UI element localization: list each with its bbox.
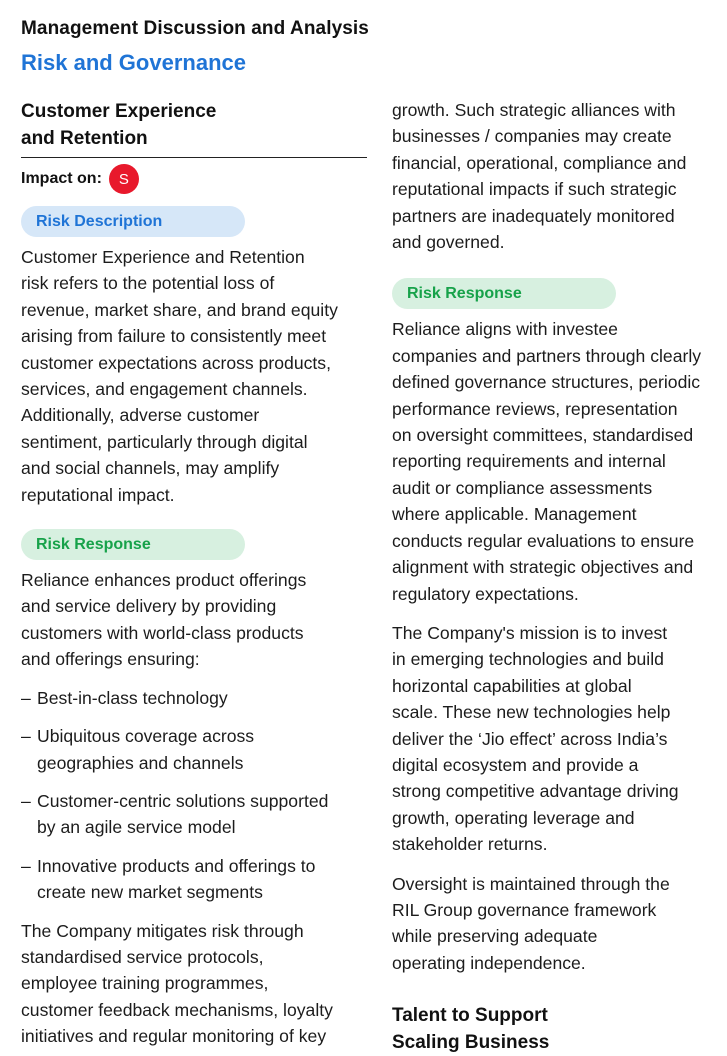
next-section-title <box>392 1002 727 1056</box>
list-item <box>21 788 367 841</box>
oversight-paragraph <box>392 871 727 977</box>
text-line: companies and partners through clearly <box>392 345 702 366</box>
text-line: and social channels, may amplify <box>21 458 280 479</box>
text-line: Best-in-class technology <box>37 687 228 708</box>
text-line: reporting requirements and internal <box>392 451 666 472</box>
text-line: operating independence. <box>392 952 586 973</box>
impact-badge: S <box>109 164 139 194</box>
list-item <box>21 853 367 906</box>
text-line: Additionally, adverse customer <box>21 405 260 426</box>
text-line: customers with world-class products <box>21 622 304 643</box>
bullet-dash: – <box>21 726 31 747</box>
text-line: in emerging technologies and build <box>392 649 664 670</box>
text-line: businesses / companies may create <box>392 126 672 147</box>
text-line: The Company mitigates risk through <box>21 920 304 941</box>
text-line: horizontal capabilities at global <box>392 675 632 696</box>
text-line: employee training programmes, <box>21 973 269 994</box>
text-line: growth. Such strategic alliances with <box>392 100 676 120</box>
text-line: scale. These new technologies help <box>392 702 671 723</box>
text-line: Innovative products and offerings to <box>37 855 316 876</box>
section-title-line: Talent to Support <box>392 1005 548 1027</box>
impact-row <box>21 164 367 194</box>
text-line: while preserving adequate <box>392 926 598 947</box>
text-line: regulatory expectations. <box>392 583 579 604</box>
text-line: Ubiquitous coverage across <box>37 726 255 747</box>
text-line: Customer-centric solutions supported <box>37 790 329 811</box>
text-line: and service delivery by providing <box>21 596 277 617</box>
risk-response-intro <box>21 567 367 673</box>
risk-response-pill: Risk Response <box>392 278 616 309</box>
text-line: services, and engagement channels. <box>21 379 308 400</box>
mission-paragraph <box>392 620 727 858</box>
closing-paragraph <box>21 918 367 1050</box>
text-line: initiatives and regular monitoring of key <box>21 1026 327 1047</box>
text-line: arising from failure to consistently meet <box>21 326 327 347</box>
text-line: and governed. <box>392 232 505 253</box>
text-line: Reliance aligns with investee <box>392 319 618 340</box>
text-line: geographies and channels <box>37 752 244 773</box>
text-line: The Company's mission is to invest <box>392 622 668 643</box>
risk-response-text <box>392 316 727 606</box>
text-line: Customer Experience and Retention <box>21 247 305 267</box>
text-line: and offerings ensuring: <box>21 649 200 670</box>
text-line: RIL Group governance framework <box>392 899 657 920</box>
text-line: digital ecosystem and provide a <box>392 754 639 775</box>
continued-paragraph <box>392 97 727 255</box>
text-line: create new market segments <box>37 882 263 903</box>
text-line: by an agile service model <box>37 817 236 838</box>
response-bullet-list <box>21 685 367 906</box>
section-title-line: Scaling Business <box>392 1032 550 1054</box>
text-line: defined governance structures, periodic <box>392 372 701 393</box>
list-item <box>21 723 367 776</box>
impact-label: Impact on: <box>21 170 102 187</box>
text-line: conducts regular evaluations to ensure <box>392 530 695 551</box>
risk-response-pill: Risk Response <box>21 529 245 560</box>
bullet-dash: – <box>21 687 31 708</box>
text-line: growth, operating leverage and <box>392 807 635 828</box>
section-title-line: Customer Experience <box>21 101 217 122</box>
text-line: standardised service protocols, <box>21 946 264 967</box>
document-section-subtitle: Risk and Governance <box>21 50 246 75</box>
text-line: reputational impact. <box>21 484 175 505</box>
text-line: Reliance enhances product offerings <box>21 570 307 591</box>
text-line: audit or compliance assessments <box>392 477 653 498</box>
text-line: alignment with strategic objectives and <box>392 557 694 578</box>
text-line: sentiment, particularly through digital <box>21 431 308 452</box>
text-line: Oversight is maintained through the <box>392 873 670 894</box>
text-line: partners are inadequately monitored <box>392 205 675 226</box>
bullet-dash: – <box>21 790 31 811</box>
text-line: financial, operational, compliance and <box>392 152 687 173</box>
text-line: strong competitive advantage driving <box>392 781 679 802</box>
list-item <box>21 685 367 711</box>
left-column <box>21 98 367 1050</box>
section-title-line: and Retention <box>21 128 148 149</box>
section-title <box>21 98 367 158</box>
text-line: risk refers to the potential loss of <box>21 273 275 294</box>
text-line: deliver the ‘Jio effect’ across India’s <box>392 728 668 749</box>
text-line: revenue, market share, and brand equity <box>21 299 338 320</box>
right-column <box>392 97 727 1056</box>
text-line: on oversight committees, standardised <box>392 425 694 446</box>
risk-description-text <box>21 244 367 508</box>
bullet-dash: – <box>21 855 31 876</box>
text-line: customer expectations across products, <box>21 352 331 373</box>
text-line: performance reviews, representation <box>392 398 678 419</box>
text-line: reputational impacts if such strategic <box>392 179 677 200</box>
text-line: stakeholder returns. <box>392 834 548 855</box>
risk-description-pill: Risk Description <box>21 206 245 237</box>
document-header-title: Management Discussion and Analysis <box>21 18 369 39</box>
text-line: where applicable. Management <box>392 504 637 525</box>
text-line: customer feedback mechanisms, loyalty <box>21 999 333 1020</box>
